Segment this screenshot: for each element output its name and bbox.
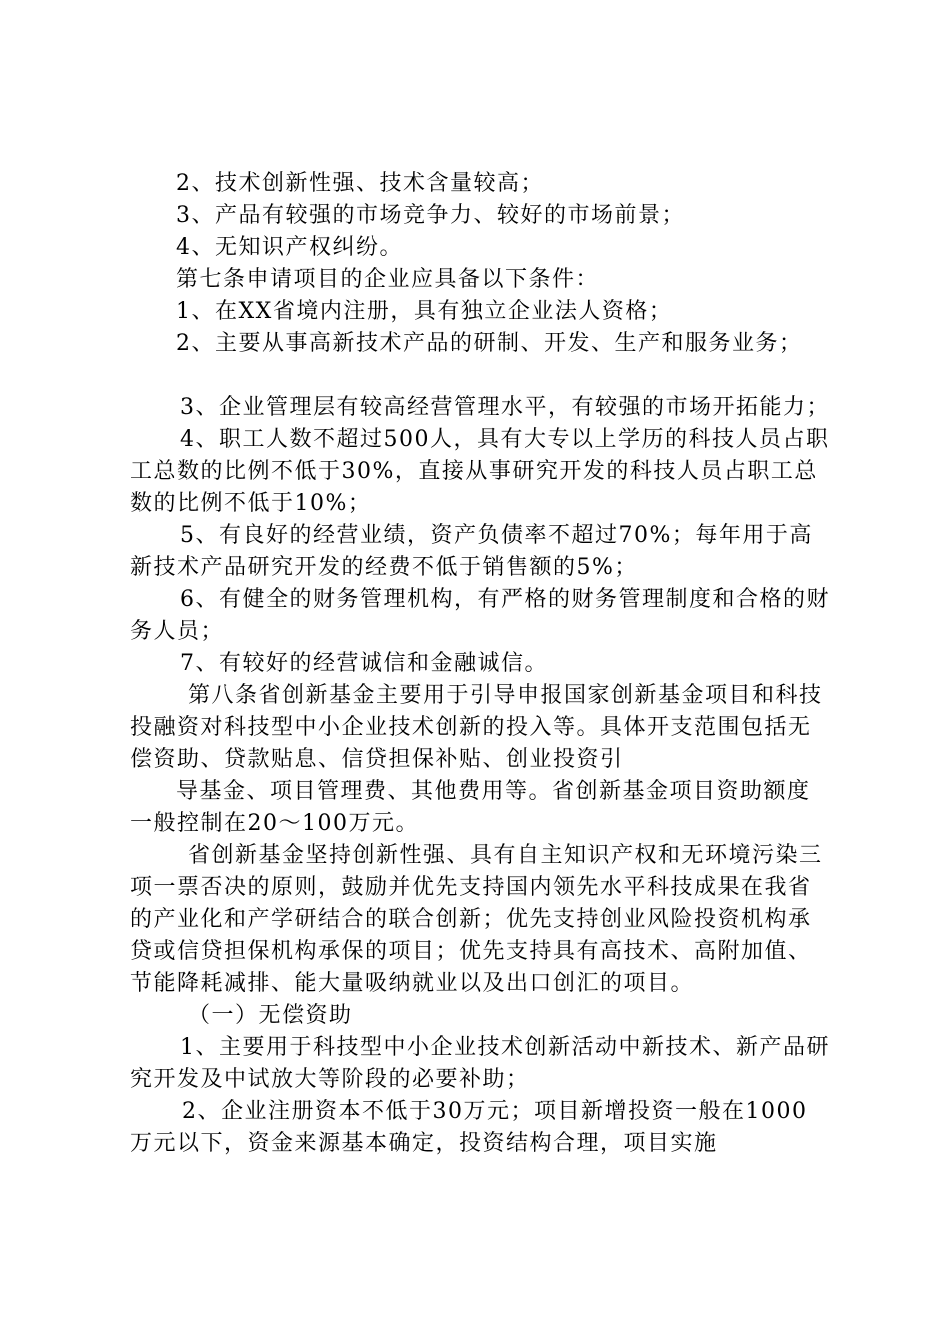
paragraph-article-8: 第八条省创新基金主要用于引导申报国家创新基金项目和科技投融资对科技型中小企业技术创新的投入等。具体开支范围包括无偿资助、贷款贴息、信贷担保补贴、创业投资引 [130,683,823,772]
paragraph-condition-2: 2、技术创新性强、技术含量较高； [176,171,544,196]
paragraph-enterprise-6: 6、有健全的财务管理机构，有严格的财务管理制度和合格的财务人员； [130,587,830,644]
paragraph-enterprise-5: 5、有良好的经营业绩，资产负债率不超过70%；每年用于高新技术产品研究开发的经费不低于销售额的5%； [130,523,813,580]
document-body [130,168,830,1160]
paragraph-enterprise-1: 1、在XX省境内注册，具有独立企业法人资格； [176,299,673,324]
paragraph-grant-1: 1、主要用于科技型中小企业技术创新活动中新技术、新产品研究开发及中试放大等阶段的必要补助； [130,1035,830,1092]
paragraph-enterprise-3: 3、企业管理层有较高经营管理水平，有较强的市场开拓能力； [180,395,830,420]
paragraph-condition-4: 4、无知识产权纠纷。 [176,235,403,260]
blank-line [130,360,830,392]
paragraph-fund-principles: 省创新基金坚持创新性强、具有自主知识产权和无环境污染三项一票否决的原则，鼓励并优先支持国内领先水平科技成果在我省的产业化和产学研结合的联合创新；优先支持创业风险投资机构承贷或信贷担保机构承保的项目；优先支持具有高技术、高附加值、节能降耗减排、能大量吸纳就业以及出口创汇的项目。 [130,843,823,996]
paragraph-enterprise-2: 2、主要从事高新技术产品的研制、开发、生产和服务业务； [176,331,803,356]
paragraph-article-7: 第七条申请项目的企业应具备以下条件： [176,267,600,292]
paragraph-enterprise-7: 7、有较好的经营诚信和金融诚信。 [180,651,548,676]
section-heading-grant: （一）无偿资助 [188,1003,353,1028]
paragraph-condition-3: 3、产品有较强的市场竞争力、较好的市场前景； [176,203,685,228]
paragraph-article-8-continued: 导基金、项目管理费、其他费用等。省创新基金项目资助额度一般控制在20～100万元。 [130,779,811,836]
paragraph-grant-2: 2、企业注册资本不低于30万元；项目新增投资一般在1000万元以下，资金来源基本确定，投资结构合理，项目实施 [130,1099,808,1156]
paragraph-enterprise-4: 4、职工人数不超过500人，具有大专以上学历的科技人员占职工总数的比例不低于30%，直接从事研究开发的科技人员占职工总数的比例不低于10%； [130,427,830,516]
